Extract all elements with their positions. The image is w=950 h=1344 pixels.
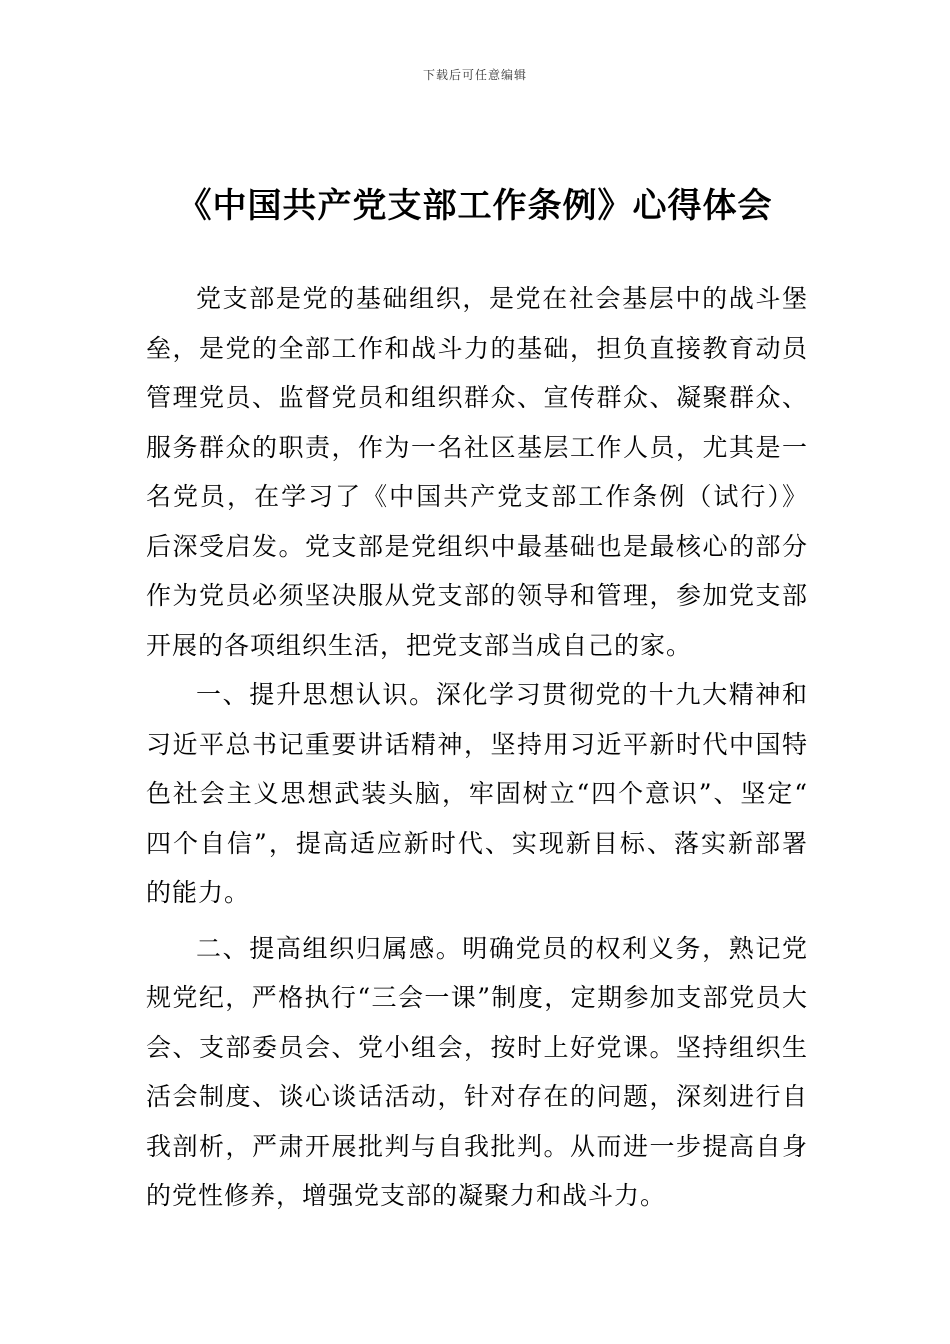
- paragraph-point-one: 一、提升思想认识。深化学习贯彻党的十九大精神和习近平总书记重要讲话精神，坚持用习近平新时代中国特色社会主义思想武装头脑，牢固树立“四个意识”、坚定“四个自信”，提高适应新时代、实现新目标、落实新部署的能力。: [146, 680, 808, 907]
- page-header-note: 下载后可任意编辑: [422, 68, 527, 82]
- document-title: 《中国共产党支部工作条例》心得体会: [177, 186, 773, 226]
- paragraph-intro: 党支部是党的基础组织，是党在社会基层中的战斗堡垒，是党的全部工作和战斗力的基础，担负直接教育动员管理党员、监督党员和组织群众、宣传群众、凝聚群众、服务群众的职责，作为一名社区基层工作人员，尤其是一名党员，在学习了《中国共产党支部工作条例（试行）》后深受启发。党支部是党组织中最基础也是最核心的部分作为党员必须坚决服从党支部的领导和管理，参加党支部开展的各项组织生活，把党支部当成自己的家。: [146, 284, 808, 660]
- paragraph-point-two: 二、提高组织归属感。明确党员的权利义务，熟记党规党纪，严格执行“三会一课”制度，定期参加支部党员大会、支部委员会、党小组会，按时上好党课。坚持组织生活会制度、谈心谈话活动，针对存在的问题，深刻进行自我剖析，严肃开展批判与自我批判。从而进一步提高自身的党性修养，增强党支部的凝聚力和战斗力。: [146, 933, 808, 1210]
- document-body: [146, 274, 808, 1221]
